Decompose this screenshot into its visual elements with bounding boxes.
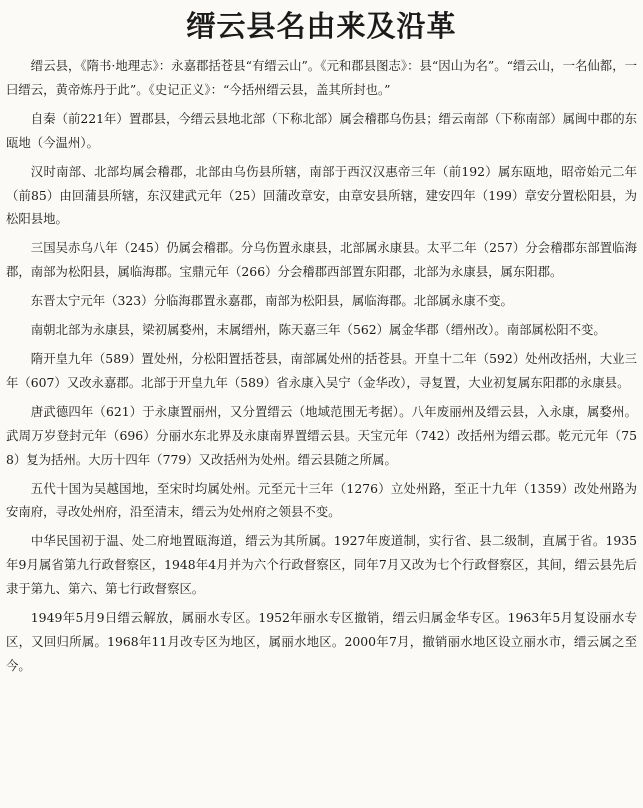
paragraph-southern-dynasties: 南朝北部为永康县，梁初属婺州，末属缙州，陈天嘉三年（562）属金华郡（缙州改）。南部属松阳不变。 bbox=[30, 322, 606, 338]
paragraph-intro: 缙云县，《隋书·地理志》：永嘉郡括苍县“有缙云山”。《元和郡县图志》：县“因山为名”。“缙云山，一名仙都，一曰缙云，黄帝炼丹于此”。《史记正义》：“今括州缙云县，盖其所封也。” bbox=[6, 58, 637, 97]
paragraph-five-dynasties: 五代十国为吴越国地，至宋时均属处州。元至元十三年（1276）立处州路，至正十九年（1359）改处州路为安南府，寻改处州府，沿至清末，缙云为处州府之领县不变。 bbox=[6, 480, 637, 520]
paragraph-three-kingdoms: 三国吴赤乌八年（245）仍属会稽郡。分乌伤置永康县，北部属永康县。太平二年（257）分会稽郡东部置临海郡，南部为松阳县，属临海郡。宝鼎元年（266）分会稽郡西部置东阳郡，北部为永康县，属东阳郡。 bbox=[6, 240, 637, 280]
paragraph-qin: 自秦（前221年）置郡县，今缙云县地北部（下称北部）属会稽郡乌伤县；缙云南部（下称南部）属闽中郡的东瓯地（今温州）。 bbox=[6, 110, 637, 150]
paragraph-tang: 唐武德四年（621）于永康置丽州，又分置缙云（地域范围无考据）。八年废丽州及缙云县，入永康，属婺州。武周万岁登封元年（696）分丽水东北界及永康南界置缙云县。天宝元年（742）改括州为缙云郡。乾元元年（758）复为括州。大历十四年（779）又改括州为处州。缙云县随之所属。 bbox=[6, 403, 637, 467]
paragraph-han: 汉时南部、北部均属会稽郡，北部由乌伤县所辖，南部于西汉汉惠帝三年（前192）属东瓯地，昭帝始元二年（前85）由回蒲县所辖，东汉建武元年（25）回蒲改章安，由章安县所辖，建安四年（199）章安分置松阳县，为松阳县地。 bbox=[6, 163, 637, 227]
paragraph-prc: 1949年5月9日缙云解放，属丽水专区。1952年丽水专区撤销，缙云归属金华专区。1963年5月复设丽水专区，又回归所属。1968年11月改专区为地区，属丽水地区。2000年7月，撤销丽水地区设立丽水市，缙云属之至今。 bbox=[6, 610, 637, 673]
paragraph-republic: 中华民国初于温、处二府地置瓯海道，缙云为其所属。1927年废道制，实行省、县二级制，直属于省。1935年9月属省第九行政督察区，1948年4月并为六个行政督察区，同年7月又改为七个行政督察区，其间，缙云县先后隶于第九、第六、第七行政督察区。 bbox=[6, 533, 637, 597]
document-title: 缙云县名由来及沿革 bbox=[186, 9, 457, 43]
document-body bbox=[6, 54, 637, 678]
paragraph-eastern-jin: 东晋太宁元年（323）分临海郡置永嘉郡，南部为松阳县，属临海郡。北部属永康不变。 bbox=[30, 293, 513, 309]
paragraph-sui: 隋开皇九年（589）置处州，分松阳置括苍县，南部属处州的括苍县。开皇十二年（592）处州改括州，大业三年（607）又改永嘉郡。北部于开皇九年（589）省永康入吴宁（金华改），寻复置，大业初复属东阳郡的永康县。 bbox=[6, 350, 637, 390]
